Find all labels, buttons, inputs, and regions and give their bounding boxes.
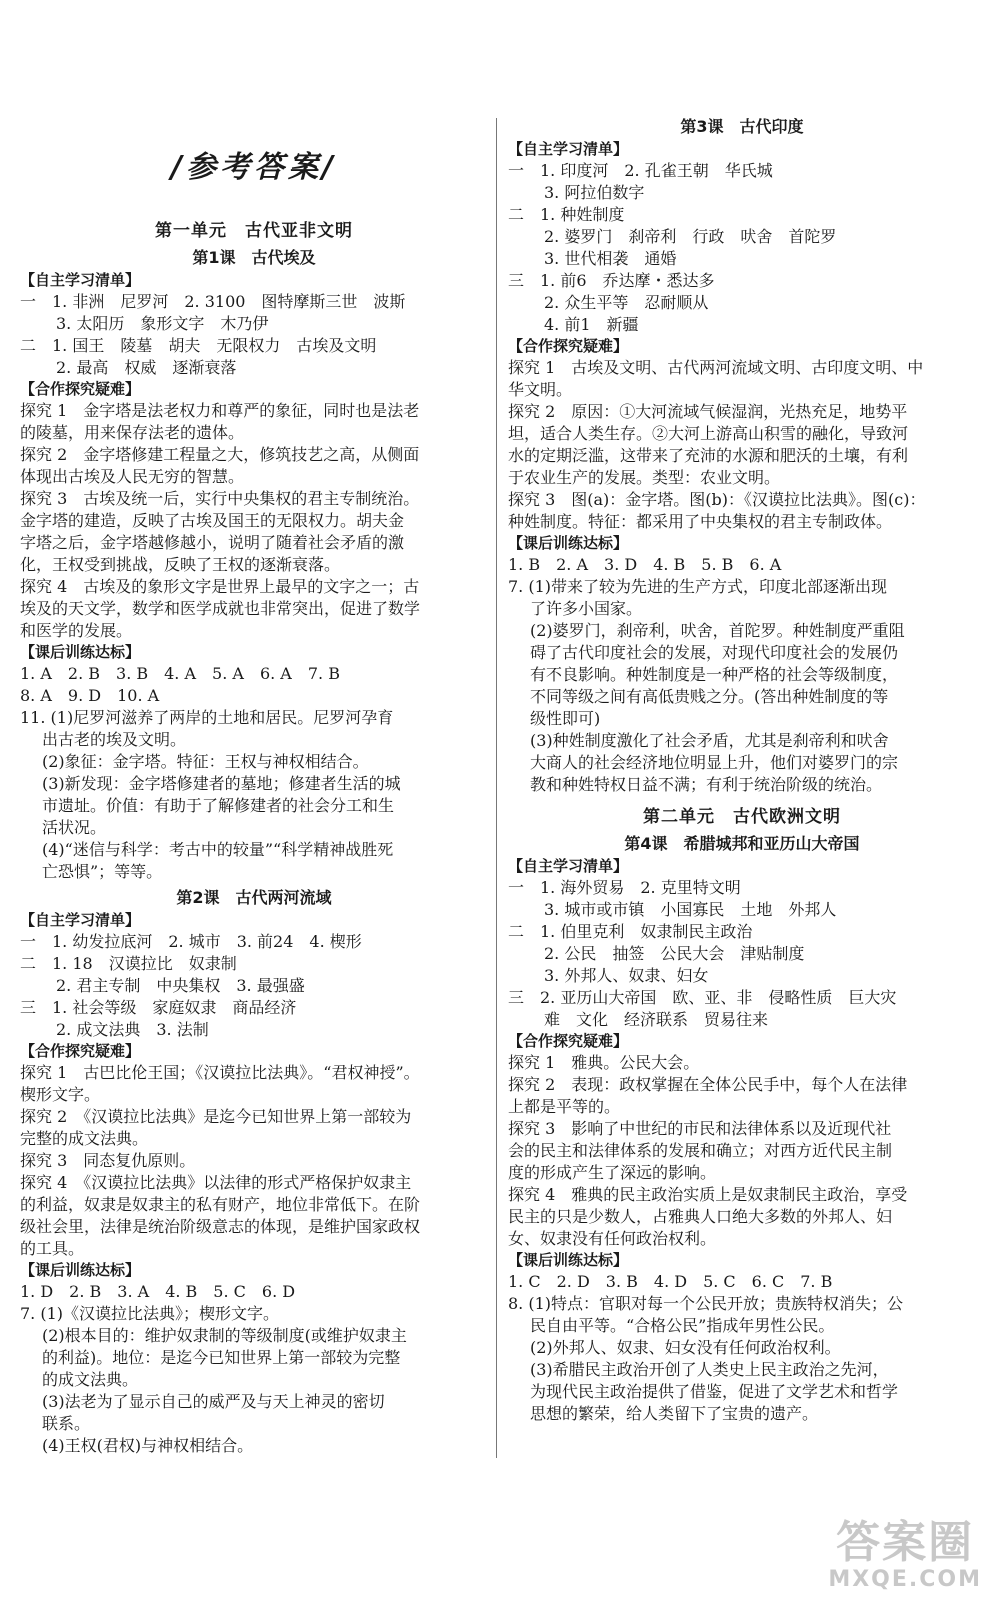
right-column <box>508 112 976 1425</box>
answer-line: (3)新发现：金字塔修建者的墓地；修建者生活的城 <box>42 774 401 793</box>
answer-line: 7. (1)带来了较为先进的生产方式，印度北部逐渐出现 <box>508 577 888 596</box>
answer-line: 1. C 2. D 3. B 4. D 5. C 6. C 7. B <box>508 1272 833 1291</box>
answer-line: 1. A 2. B 3. B 4. A 5. A 6. A 7. B <box>20 664 340 683</box>
answer-line: 2. 婆罗门 刹帝利 行政 吠舍 首陀罗 <box>544 227 837 246</box>
answer-line: 会的民主和法律体系的发展和确立；对西方近代民主制 <box>508 1141 893 1160</box>
answer-line: 2. 众生平等 忍耐顺从 <box>544 293 709 312</box>
answer-line: 4. 前1 新疆 <box>544 315 639 334</box>
answer-line: 3. 太阳历 象形文字 木乃伊 <box>56 314 269 333</box>
section-heading: 【自主学习清单】 <box>508 140 629 158</box>
answer-line: 的利益)。地位：是迄今已知世界上第一部较为完整 <box>42 1348 401 1367</box>
answer-line: 三 1. 社会等级 家庭奴隶 商品经济 <box>20 998 297 1017</box>
answer-line: 一 1. 印度河 2. 孔雀王朝 华氏城 <box>508 161 773 180</box>
section-heading: 【课后训练达标】 <box>20 643 141 661</box>
answer-line: 2. 成文法典 3. 法制 <box>56 1020 209 1039</box>
answer-line: (2)婆罗门，刹帝利，吠舍，首陀罗。种姓制度严重阻 <box>530 621 905 640</box>
answer-line: 3. 城市或市镇 小国寡民 土地 外邦人 <box>544 900 837 919</box>
answer-line: 上都是平等的。 <box>508 1097 621 1116</box>
answer-line: 埃及的天文学，数学和医学成就也非常突出，促进了数学 <box>20 599 421 618</box>
answer-line: 探究 3 古埃及统一后，实行中央集权的君主专制统治。 <box>20 489 420 508</box>
answer-line: 民主的只是少数人，占雅典人口绝大多数的外邦人、妇 <box>508 1207 893 1226</box>
answer-line: 种姓制度。特征：都采用了中央集权的君主专制政体。 <box>508 512 893 531</box>
left-column <box>20 112 488 1457</box>
answer-line: 2. 君主专制 中央集权 3. 最强盛 <box>56 976 305 995</box>
answer-line: 探究 3 同态复仇原则。 <box>20 1151 196 1170</box>
answer-line: 于农业生产的发展。类型：农业文明。 <box>508 468 781 487</box>
lesson-title-4: 第4课 希腊城邦和亚历山大帝国 <box>624 834 860 853</box>
section-heading: 【合作探究疑难】 <box>508 337 629 355</box>
answer-line: 不同等级之间有高低贵贱之分。(答出种姓制度的等 <box>530 687 889 706</box>
answer-line: 三 1. 前6 乔达摩・悉达多 <box>508 271 715 290</box>
answer-line: 的成文法典。 <box>42 1370 139 1389</box>
answer-line: 市遗址。价值：有助于了解修建者的社会分工和生 <box>42 796 395 815</box>
answer-line: 金字塔的建造，反映了古埃及国王的无限权力。胡夫金 <box>20 511 405 530</box>
answer-line: 出古老的埃及文明。 <box>42 730 187 749</box>
answer-line: 探究 1 古巴比伦王国；《汉谟拉比法典》。“君权神授”。 <box>20 1063 420 1082</box>
answer-line: 2. 最高 权威 逐渐衰落 <box>56 358 237 377</box>
answer-line: 8. A 9. D 10. A <box>20 686 160 705</box>
watermark-text: 答案圈 <box>836 1517 975 1568</box>
answer-line: (2)根本目的：维护奴隶制的等级制度(或维护奴隶主 <box>42 1326 407 1345</box>
answer-line: 探究 4 雅典的民主政治实质上是奴隶制民主政治，享受 <box>508 1185 908 1204</box>
lesson-title-1: 第1课 古代埃及 <box>192 248 316 267</box>
section-heading: 【自主学习清单】 <box>20 911 141 929</box>
answer-line: 的利益，奴隶是奴隶主的私有财产，地位非常低下。在阶 <box>20 1195 421 1214</box>
unit-title-2: 第二单元 古代欧洲文明 <box>643 807 841 827</box>
answer-line: 完整的成文法典。 <box>20 1129 149 1148</box>
section-heading: 【课后训练达标】 <box>508 534 629 552</box>
answer-line: 有不良影响。种姓制度是一种严格的社会等级制度， <box>530 665 899 684</box>
answer-line: 8. (1)特点：官职对每一个公民开放；贵族特权消失；公 <box>508 1294 904 1313</box>
answer-line: 民自由平等。“合格公民”指成年男性公民。 <box>530 1316 835 1335</box>
answer-line: 的陵墓，用来保存法老的遗体。 <box>20 423 245 442</box>
answer-line: 3. 阿拉伯数字 <box>544 183 645 202</box>
answer-line: 体现出古埃及人民无穷的智慧。 <box>20 467 245 486</box>
answer-line: 一 1. 海外贸易 2. 克里特文明 <box>508 878 741 897</box>
section-heading: 【自主学习清单】 <box>20 271 141 289</box>
answer-line: 化，王权受到挑战，反映了王权的逐渐衰落。 <box>20 555 341 574</box>
answer-line: 难 文化 经济联系 贸易往来 <box>544 1010 769 1029</box>
answer-line: 二 1. 18 汉谟拉比 奴隶制 <box>20 954 237 973</box>
answer-line: 度的形成产生了深远的影响。 <box>508 1163 717 1182</box>
answer-line: 碍了古代印度社会的发展，对现代印度社会的发展仍 <box>530 643 899 662</box>
answer-line: 探究 3 影响了中世纪的市民和法律体系以及近现代社 <box>508 1119 892 1138</box>
answer-line: 探究 1 金字塔是法老权力和尊严的象征，同时也是法老 <box>20 401 420 420</box>
answer-line: 1. B 2. A 3. D 4. B 5. B 6. A <box>508 555 782 574</box>
answer-line: 的工具。 <box>20 1239 85 1258</box>
answer-line: 思想的繁荣，给人类留下了宝贵的遗产。 <box>530 1404 819 1423</box>
answer-line: 3. 世代相袭 通婚 <box>544 249 677 268</box>
answer-line: 和医学的发展。 <box>20 621 133 640</box>
answer-line: 一 1. 幼发拉底河 2. 城市 3. 前24 4. 楔形 <box>20 932 362 951</box>
answer-line: (3)法老为了显示自己的威严及与天上神灵的密切 <box>42 1392 385 1411</box>
answer-line: 探究 4 《汉谟拉比法典》以法律的形式严格保护奴隶主 <box>20 1173 412 1192</box>
answer-line: (3)种姓制度激化了社会矛盾，尤其是刹帝利和吠舍 <box>530 731 889 750</box>
lesson-title-3: 第3课 古代印度 <box>680 117 804 136</box>
answer-line: 二 1. 国王 陵墓 胡夫 无限权力 古埃及文明 <box>20 336 377 355</box>
answer-line: 女、奴隶没有任何政治权利。 <box>508 1229 717 1248</box>
section-heading: 【自主学习清单】 <box>508 857 629 875</box>
section-heading: 【合作探究疑难】 <box>508 1032 629 1050</box>
watermark-logo <box>828 1519 982 1592</box>
answer-line: 探究 3 图(a)：金字塔。图(b)：《汉谟拉比法典》。图(c)： <box>508 490 926 509</box>
answer-line: 探究 2 表现：政权掌握在全体公民手中，每个人在法律 <box>508 1075 908 1094</box>
answer-line: (4)“迷信与科学：考古中的较量”“科学精神战胜死 <box>42 840 394 859</box>
answer-line: 三 2. 亚历山大帝国 欧、亚、非 侵略性质 巨大灾 <box>508 988 897 1007</box>
answer-line: 二 1. 伯里克利 奴隶制民主政治 <box>508 922 753 941</box>
answer-line: 了许多小国家。 <box>530 599 643 618</box>
section-heading: 【合作探究疑难】 <box>20 380 141 398</box>
answer-line: (4)王权(君权)与神权相结合。 <box>42 1436 254 1455</box>
answer-line: 探究 1 古埃及文明、古代两河流域文明、古印度文明、中 <box>508 358 924 377</box>
page-title: /参考答案/ <box>171 150 337 185</box>
answer-line: 活状况。 <box>42 818 107 837</box>
section-heading: 【课后训练达标】 <box>508 1251 629 1269</box>
answer-line: 级性即可) <box>530 709 601 728</box>
answer-line: 探究 1 雅典。公民大会。 <box>508 1053 700 1072</box>
answer-line: 联系。 <box>42 1414 91 1433</box>
answer-line: 11. (1)尼罗河滋养了两岸的土地和居民。尼罗河孕育 <box>20 708 394 727</box>
answer-line: 教和种姓特权日益不满；有利于统治阶级的统治。 <box>530 775 883 794</box>
answer-line: 水的定期泛滥，这带来了充沛的水源和肥沃的土壤，有利 <box>508 446 909 465</box>
answer-line: 2. 公民 抽签 公民大会 津贴制度 <box>544 944 805 963</box>
column-divider <box>496 118 497 1458</box>
answer-line: 3. 外邦人、奴隶、妇女 <box>544 966 709 985</box>
answer-line: 7. (1)《汉谟拉比法典》；楔形文字。 <box>20 1304 280 1323</box>
lesson-title-2: 第2课 古代两河流域 <box>176 888 332 907</box>
answer-line: 大商人的社会经济地位明显上升，他们对婆罗门的宗 <box>530 753 899 772</box>
answer-line: 探究 2 原因：①大河流域气候湿润，光热充足，地势平 <box>508 402 908 421</box>
answer-line: 级社会里，法律是统治阶级意志的体现，是维护国家政权 <box>20 1217 421 1236</box>
watermark-url: MXQE.COM <box>828 1567 982 1592</box>
answer-line: (3)希腊民主政治开创了人类史上民主政治之先河， <box>530 1360 889 1379</box>
answer-line: 为现代民主政治提供了借鉴，促进了文学艺术和哲学 <box>530 1382 899 1401</box>
section-heading: 【课后训练达标】 <box>20 1261 141 1279</box>
answer-line: 坦，适合人类生存。②大河上游高山积雪的融化，导致河 <box>508 424 909 443</box>
answer-line: 探究 2 金字塔修建工程量之大，修筑技艺之高，从侧面 <box>20 445 420 464</box>
answer-line: 字塔之后，金字塔越修越小，说明了随着社会矛盾的激 <box>20 533 405 552</box>
answer-line: 二 1. 种姓制度 <box>508 205 625 224</box>
answer-line: 1. D 2. B 3. A 4. B 5. C 6. D <box>20 1282 296 1301</box>
answer-line: 一 1. 非洲 尼罗河 2. 3100 图特摩斯三世 波斯 <box>20 292 406 311</box>
section-heading: 【合作探究疑难】 <box>20 1042 141 1060</box>
answer-line: 亡恐惧”；等等。 <box>42 862 163 881</box>
unit-title-1: 第一单元 古代亚非文明 <box>155 221 353 241</box>
answer-line: 华文明。 <box>508 380 573 399</box>
answer-line: 探究 4 古埃及的象形文字是世界上最早的文字之一；古 <box>20 577 420 596</box>
answer-line: (2)外邦人、奴隶、妇女没有任何政治权利。 <box>530 1338 841 1357</box>
answer-line: 探究 2 《汉谟拉比法典》是迄今已知世界上第一部较为 <box>20 1107 412 1126</box>
answer-line: (2)象征：金字塔。特征：王权与神权相结合。 <box>42 752 369 771</box>
answer-line: 楔形文字。 <box>20 1085 101 1104</box>
